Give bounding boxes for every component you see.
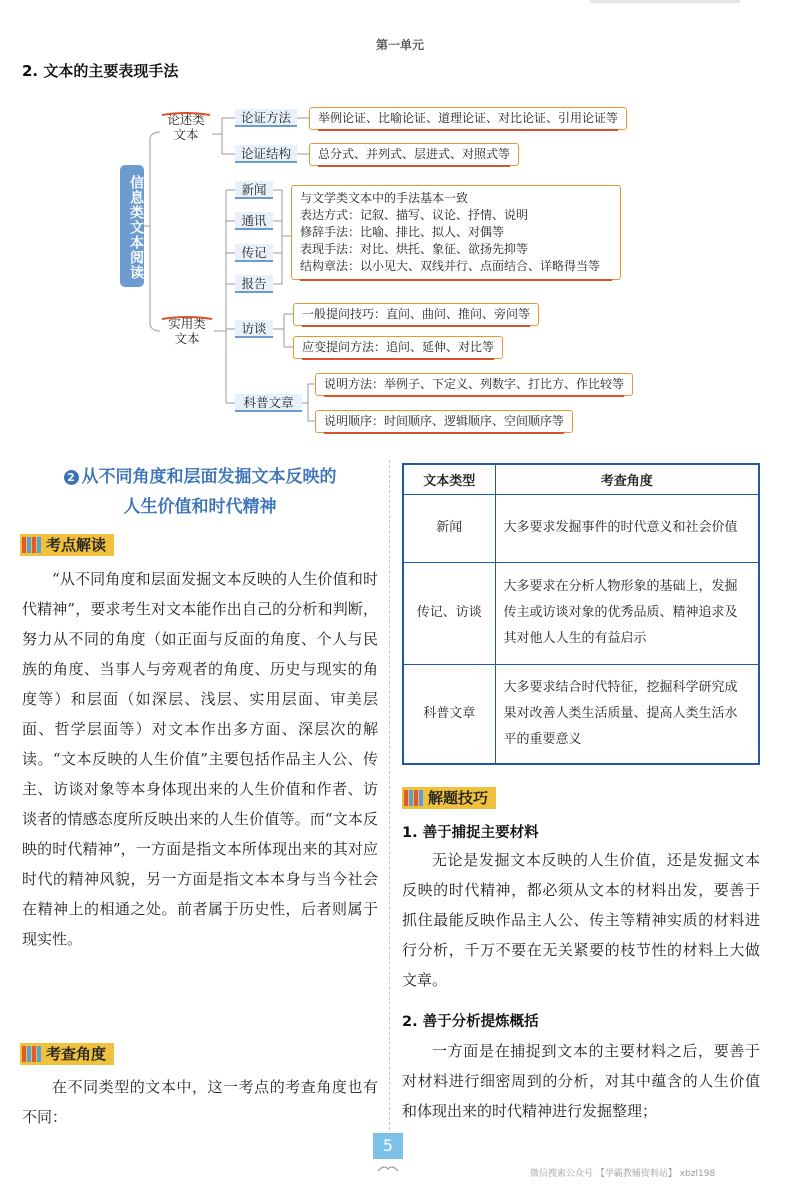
- techniques-line: 结构章法：以小见大、双线并行、点面结合、详略得当等: [300, 259, 601, 273]
- category-argument: [160, 112, 212, 142]
- tag-solving-skills: [402, 787, 496, 809]
- box-argument-structure-text: 总分式、并列式、层进式、对照式等: [318, 147, 511, 161]
- box-interview-general: [293, 303, 539, 326]
- box-literary-techniques: [291, 185, 621, 280]
- box-science-methods-text: 说明方法：举例子、下定义、列数字、打比方、作比较等: [324, 377, 625, 391]
- category-underline: [160, 112, 212, 118]
- box-underline: [318, 165, 510, 167]
- tag-key-points-label: 考点解读: [46, 536, 107, 554]
- techniques-line: 修辞手法：比喻、排比、拟人、对偶等: [300, 225, 505, 239]
- tag-biography: 传记: [235, 244, 273, 262]
- table-row: [403, 494, 759, 562]
- category-practical-label: 实用类 文本: [168, 316, 206, 346]
- skill-paragraph-2: 一方面是在捕捉到文本的主要材料之后，要善于对材料进行细密周到的分析，对其中蕴含的人生价值和体现出来的时代精神进行发掘整理；: [402, 1042, 760, 1120]
- tag-reportage: 报告: [235, 275, 273, 293]
- tag-interview: 访谈: [235, 320, 273, 338]
- box-science-order: [315, 410, 573, 433]
- category-argument-label: 论述类 文本: [167, 112, 205, 142]
- techniques-line: 表现手法：对比、烘托、象征、欲扬先抑等: [300, 242, 529, 256]
- tag-argument-structure: 论证结构: [235, 145, 297, 163]
- mind-map-root: 信息类文本阅读: [120, 165, 144, 287]
- table-row: [403, 664, 759, 764]
- subsection-number: 2: [64, 470, 79, 485]
- skill-paragraph-1: 无论是发掘文本反映的人生价值，还是发掘文本反映的时代精神，都必须从文本的材料出发，要善于抓住最能反映作品主人公、传主等精神实质的材料进行分析，千万不要在无关紧要的枝节性的材料上大做文章。: [402, 851, 760, 989]
- page-ornament-icon: [376, 1162, 400, 1174]
- tag-report: 通讯: [235, 212, 273, 230]
- box-underline: [318, 129, 618, 131]
- section-title: 2. 文本的主要表现手法: [22, 62, 179, 80]
- table-cell-angle: 大多要求在分析人物形象的基础上，发掘传主或访谈对象的优秀品质、精神追求及其对他人人生的有益启示: [495, 562, 759, 664]
- subsection-title: [40, 462, 360, 522]
- techniques-line: 表达方式：记叙、描写、议论、抒情、说明: [300, 208, 529, 222]
- exam-angle-paragraph: 在不同类型的文本中，这一考点的考查角度也有不同：: [22, 1078, 378, 1126]
- techniques-line: 与文学类文本中的手法基本一致: [300, 191, 469, 205]
- tag-argument-method: 论证方法: [235, 109, 297, 127]
- tag-science-article: 科普文章: [235, 394, 302, 412]
- table-cell-angle: 大多要求结合时代特征，挖掘科学研究成果对改善人类生活质量、提高人类生活水平的重要意义: [495, 664, 759, 764]
- subsection-title-text1: 从不同角度和层面发掘文本反映的: [81, 467, 337, 487]
- page-number: 5: [373, 1133, 403, 1159]
- table-cell-type: 科普文章: [403, 664, 495, 764]
- column-divider: [389, 460, 390, 1130]
- box-interview-general-text: 一般提问技巧：直问、曲问、推问、旁问等: [302, 307, 531, 321]
- box-argument-structure: [309, 143, 519, 166]
- table-header: 考查角度: [495, 464, 759, 494]
- category-underline: [160, 316, 214, 322]
- box-underline: [302, 325, 530, 327]
- books-icon: [22, 537, 42, 553]
- box-underline: [324, 395, 624, 397]
- books-icon: [404, 790, 424, 806]
- box-interview-adaptive-text: 应变提问方法：追问、延伸、对比等: [302, 340, 495, 354]
- box-underline: [300, 279, 612, 281]
- footer-note: 微信搜索公众号 【学霸教辅资料站】 xbzl198: [530, 1169, 716, 1179]
- exam-angle-table: [402, 463, 760, 765]
- skill-heading-2: 2. 善于分析提炼概括: [402, 1014, 539, 1030]
- mind-map: [0, 0, 800, 450]
- tag-exam-angle: [20, 1043, 114, 1065]
- table-header-row: [403, 464, 759, 494]
- box-argument-method-text: 举例论证、比喻论证、道理论证、对比论证、引用论证等: [318, 111, 619, 125]
- box-interview-adaptive: [293, 336, 503, 359]
- unit-header: 第一单元: [375, 38, 424, 52]
- box-science-order-text: 说明顺序：时间顺序、逻辑顺序、空间顺序等: [324, 414, 565, 428]
- box-science-methods: [315, 373, 633, 396]
- table-cell-angle: 大多要求发掘事件的时代意义和社会价值: [495, 494, 759, 562]
- table-row: [403, 562, 759, 664]
- subsection-title-line1: [40, 462, 360, 492]
- box-underline: [302, 358, 494, 360]
- category-practical: [160, 316, 214, 346]
- books-icon: [22, 1046, 42, 1062]
- table-cell-type: 新闻: [403, 494, 495, 562]
- tag-news: 新闻: [235, 181, 273, 199]
- box-argument-method: [309, 107, 627, 130]
- tag-key-points: [20, 534, 114, 556]
- skill-heading-1: 1. 善于捕捉主要材料: [402, 825, 539, 841]
- table-cell-type: 传记、访谈: [403, 562, 495, 664]
- table-header: 文本类型: [403, 464, 495, 494]
- tag-solving-skills-label: 解题技巧: [428, 789, 489, 807]
- box-underline: [324, 432, 564, 434]
- subsection-title-line2: 人生价值和时代精神: [123, 497, 277, 517]
- key-points-paragraph: “从不同角度和层面发掘文本反映的人生价值和时代精神”，要求考生对文本能作出自己的分析和判断，努力从不同的角度（如正面与反面的角度、个人与民族的角度、当事人与旁观者的角度、历史与现实的角度等）和层面（如深层、浅层、实用层面、审美层面、哲学层面等）对文本作出多方面、深层次的解读。“文本反映的人生价值”主要包括作品主人公、传主、访谈对象等本身体现出来的人生价值和作者、访谈者的情感态度所反映出来的人生价值等。而“文本反映的时代精神”，一方面是指文本所体现出来的其对应时代的精神风貌，另一方面是指文本本身与当今社会在精神上的相通之处。前者属于历史性，后者则属于现实性。: [22, 570, 378, 948]
- tag-exam-angle-label: 考查角度: [46, 1045, 107, 1063]
